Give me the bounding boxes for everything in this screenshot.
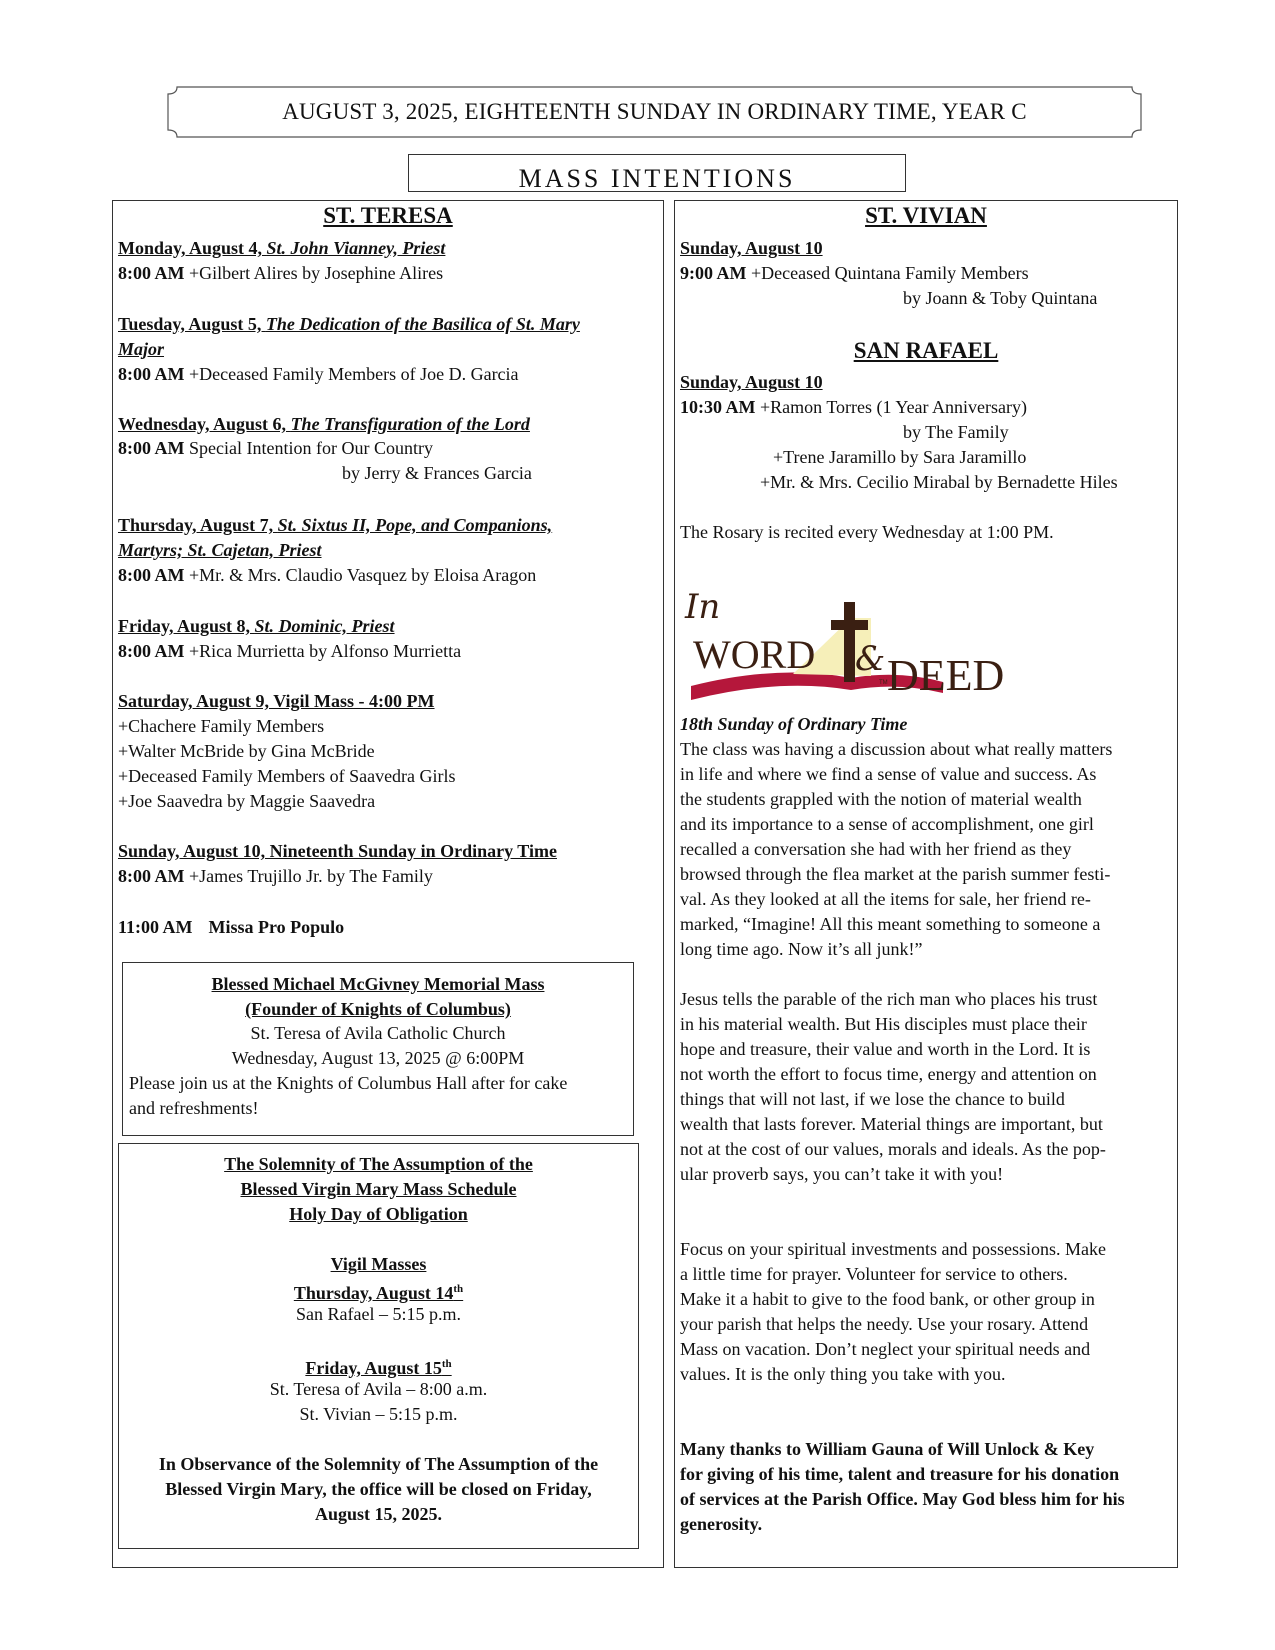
sunday-mass: 8:00 AM +James Trujillo Jr. by The Family (118, 866, 433, 886)
rosary-note: The Rosary is recited every Wednesday at 1:00 PM. (680, 522, 1054, 542)
mcgivney-date: Wednesday, August 13, 2025 @ 6:00PM (231, 1048, 525, 1068)
friday-line: Friday, August 8, St. Dominic, Priest (118, 616, 395, 636)
date-banner (167, 86, 1142, 138)
san-rafael-heading: SAN RAFAEL (853, 338, 999, 363)
in-word-and-deed-logo (683, 578, 1043, 708)
tuesday-mass: 8:00 AM +Deceased Family Members of Joe D. Garcia (118, 364, 519, 384)
logo-deed-text: DEED (887, 651, 1005, 700)
saturday-intention: +Joe Saavedra by Maggie Saavedra (118, 791, 376, 811)
banner-title: AUGUST 3, 2025, EIGHTEENTH SUNDAY IN ORDINARY TIME, YEAR C (282, 99, 1027, 124)
reflection-paragraph-3: Focus on your spiritual investments and possessions. Make a little time for prayer. Volunteer for service to others. Make it a habit to give to the food bank, or other group in your parish that helps the needy. Use your rosary. Attend Mass on vacation. Don’t neglect your spiritual needs and values. It is the only thing you take with you. (680, 1239, 1106, 1384)
reflection-paragraph-1: The class was having a discussion about what really matters in life and where we find a sense of value and success. As the students grappled with the notion of material wealth and its importance to a sense of accomplishment, one girl recalled a conversation she had with her friend as they browsed through the flea market at the parish summer festi- val. As they looked at all the items for sale, her friend re- marked, “Imagine! All this meant something to someone a long time ago. Now it’s all junk!” (680, 739, 1113, 959)
thanks-note: Many thanks to William Gauna of Will Unlock & Key for giving of his time, talent and treasure for his donation of services at the Parish Office. May God bless him for his generosity. (680, 1439, 1125, 1534)
assumption-title: Blessed Virgin Mary Mass Schedule (240, 1179, 517, 1199)
tuesday-line: Tuesday, August 5, The Dedication of the Basilica of St. Mary (118, 314, 580, 334)
mcgivney-note: and refreshments! (129, 1098, 259, 1118)
mcgivney-note: Please join us at the Knights of Columbus Hall after for cake (129, 1073, 568, 1093)
wednesday-line: Wednesday, August 6, The Transfiguration of the Lord (118, 414, 530, 434)
san-rafael-intention: +Trene Jaramillo by Sara Jaramillo (773, 447, 1027, 467)
thursday-line: Thursday, August 7, St. Sixtus II, Pope, and Companions, (118, 515, 553, 535)
wednesday-by: by Jerry & Frances Garcia (342, 463, 532, 483)
st-teresa-heading: ST. TERESA (323, 203, 453, 228)
mcgivney-subtitle: (Founder of Knights of Columbus) (245, 999, 511, 1019)
saturday-intention: +Walter McBride by Gina McBride (118, 741, 375, 761)
tuesday-line-2: Major (118, 339, 165, 359)
san-rafael-intention: +Mr. & Mrs. Cecilio Mirabal by Bernadette Hiles (760, 472, 1118, 492)
office-closed-note: In Observance of the Solemnity of The Assumption of the (158, 1454, 599, 1474)
san-rafael-by: by The Family (903, 422, 1009, 442)
saturday-intention: +Chachere Family Members (118, 716, 325, 736)
office-closed-note: August 15, 2025. (314, 1504, 443, 1524)
friday-mass-vivian: St. Vivian – 5:15 p.m. (299, 1404, 458, 1424)
monday-mass: 8:00 AM +Gilbert Alires by Josephine Alires (118, 263, 444, 283)
st-vivian-mass: 9:00 AM +Deceased Quintana Family Members (680, 263, 1029, 283)
sunday-mass-2: 11:00 AM Missa Pro Populo (118, 917, 345, 937)
saturday-intention: +Deceased Family Members of Saavedra Girls (118, 766, 456, 786)
mcgivney-place: St. Teresa of Avila Catholic Church (250, 1023, 506, 1043)
office-closed-note: Blessed Virgin Mary, the office will be closed on Friday, (165, 1479, 592, 1499)
logo-tm-text: TM (879, 680, 888, 686)
logo-word-text: WORD (693, 632, 816, 677)
thursday-mass: 8:00 AM +Mr. & Mrs. Claudio Vasquez by Eloisa Aragon (118, 565, 537, 585)
st-vivian-heading: ST. VIVIAN (865, 203, 987, 228)
friday-mass-teresa: St. Teresa of Avila – 8:00 a.m. (269, 1379, 488, 1399)
reflection-title: 18th Sunday of Ordinary Time (680, 714, 908, 734)
assumption-title: Holy Day of Obligation (289, 1204, 468, 1224)
friday-mass-day: Friday, August 15th (305, 1358, 452, 1378)
st-vivian-by: by Joann & Toby Quintana (903, 288, 1098, 308)
thursday-line-2: Martyrs; St. Cajetan, Priest (118, 540, 322, 560)
reflection-paragraph-2: Jesus tells the parable of the rich man who places his trust in his material wealth. But His disciples must place their hope and treasure, their value and worth in the Lord. It is not worth the effort to focus time, energy and attention on things that will not last, if we lose the chance to build wealth that lasts forever. Material things are important, but not at the cost of our values, morals and ideals. As the pop- ular proverb says, you can’t take it with you! (680, 989, 1106, 1184)
monday-line: Monday, August 4, St. John Vianney, Priest (118, 238, 446, 258)
vigil-heading: Vigil Masses (330, 1254, 427, 1274)
thursday-vigil-mass: San Rafael – 5:15 p.m. (296, 1304, 461, 1324)
wednesday-mass: 8:00 AM Special Intention for Our Country (118, 438, 433, 458)
st-vivian-day: Sunday, August 10 (680, 238, 823, 258)
san-rafael-day: Sunday, August 10 (680, 372, 823, 392)
sunday-line: Sunday, August 10, Nineteenth Sunday in Ordinary Time (118, 841, 557, 861)
section-title: MASS INTENTIONS (408, 154, 906, 192)
saturday-line: Saturday, August 9, Vigil Mass - 4:00 PM (118, 691, 435, 711)
thursday-vigil-day: Thursday, August 14th (293, 1283, 464, 1303)
friday-mass: 8:00 AM +Rica Murrietta by Alfonso Murrietta (118, 641, 462, 661)
assumption-title: The Solemnity of The Assumption of the (224, 1154, 533, 1174)
logo-amp-text: & (855, 639, 886, 679)
san-rafael-mass: 10:30 AM +Ramon Torres (1 Year Anniversary) (680, 397, 1028, 417)
mcgivney-title: Blessed Michael McGivney Memorial Mass (211, 974, 545, 994)
logo-in-text: In (685, 587, 721, 627)
